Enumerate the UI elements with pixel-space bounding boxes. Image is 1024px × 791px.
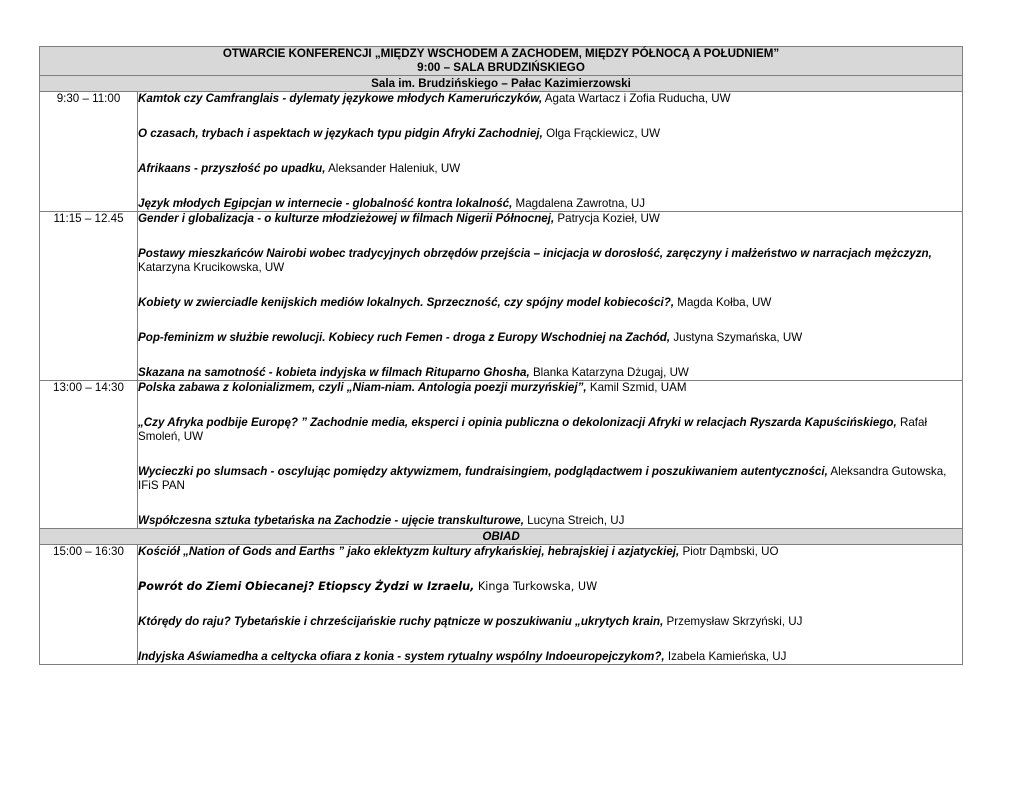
talk-speakers: Izabela Kamieńska, UJ xyxy=(664,650,787,663)
talk-speakers: Agata Wartacz i Zofia Ruducha, UW xyxy=(542,92,731,105)
talk-title: Powrót do Ziemi Obiecanej? Etiopscy Żydzi w Izraelu, xyxy=(138,580,475,593)
talk-item xyxy=(138,197,962,211)
venue-row xyxy=(40,76,963,92)
lunch-label: OBIAD xyxy=(40,529,963,545)
lunch-row xyxy=(40,529,963,545)
talk-item xyxy=(138,514,962,528)
talk-speakers: Rafał Smoleń, UW xyxy=(138,416,928,443)
conference-title-cell xyxy=(40,47,963,76)
talk-item xyxy=(138,366,962,380)
session-talks xyxy=(138,545,963,665)
talk-item xyxy=(138,331,962,345)
talk-title: Polska zabawa z kolonializmem, czyli „Niam-niam. Antologia poezji murzyńskiej”, xyxy=(138,381,587,394)
talk-title: Którędy do raju? Tybetańskie i chrześcijańskie ruchy pątnicze w poszukiwaniu „ukrytych krain, xyxy=(138,615,664,628)
session-talks xyxy=(138,212,963,381)
talk-title: Kamtok czy Camfranglais ‑ dylematy językowe młodych Kameruńczyków, xyxy=(138,92,543,105)
session-time: 9:30 – 11:00 xyxy=(40,92,138,212)
talk-title: Współczesna sztuka tybetańska na Zachodzie ‑ ujęcie transkulturowe, xyxy=(138,514,524,527)
talk-speakers: Lucyna Streich, UJ xyxy=(523,514,625,527)
talk-item xyxy=(138,212,962,226)
session-talks xyxy=(138,92,963,212)
talk-speakers: Aleksander Haleniuk, UW xyxy=(325,162,461,175)
session-time: 11:15 – 12.45 xyxy=(40,212,138,381)
talk-title: Skazana na samotność ‑ kobieta indyjska w filmach Rituparno Ghosha, xyxy=(138,366,530,379)
venue-label: Sala im. Brudzińskiego – Pałac Kazimierzowski xyxy=(40,76,963,92)
talk-title: Język młodych Egipcjan w internecie ‑ globalność kontra lokalność, xyxy=(138,197,513,210)
talk-speakers: Piotr Dąmbski, UO xyxy=(679,545,779,558)
talk-title: „Czy Afryka podbije Europę? ” Zachodnie media, eksperci i opinia publiczna o dekolonizacji Afryki w relacjach Ryszarda Kapuścińskiego, xyxy=(138,416,897,429)
talk-title: Gender i globalizacja ‑ o kulturze młodzieżowej w filmach Nigerii Północnej, xyxy=(138,212,555,225)
talk-item xyxy=(138,381,962,395)
conference-title: OTWARCIE KONFERENCJI „MIĘDZY WSCHODEM A ZACHODEM, MIĘDZY PÓŁNOCĄ A POŁUDNIEM” xyxy=(222,47,780,60)
talk-title: Afrikaans ‑ przyszłość po upadku, xyxy=(138,162,326,175)
session-time: 15:00 – 16:30 xyxy=(40,545,138,665)
session-row xyxy=(40,545,963,665)
talk-item xyxy=(138,296,962,310)
talk-item xyxy=(138,416,962,444)
talk-speakers: Magda Kołba, UW xyxy=(674,296,772,309)
talk-speakers: Kinga Turkowska, UW xyxy=(474,580,598,593)
talk-item xyxy=(138,465,962,493)
talk-title: Wycieczki po slumsach ‑ oscylując pomiędzy aktywizmem, fundraisingiem, podglądactwem i poszukiwaniem autentyczności, xyxy=(138,465,828,478)
talk-item xyxy=(138,92,962,106)
talk-speakers: Magdalena Zawrotna, UJ xyxy=(512,197,646,210)
talk-item xyxy=(138,127,962,141)
talk-title: Kościół „Nation of Gods and Earths ” jako eklektyzm kultury afrykańskiej, hebrajskiej i azjatyckiej, xyxy=(138,545,680,558)
talk-speakers: Patrycja Kozieł, UW xyxy=(554,212,660,225)
session-time: 13:00 – 14:30 xyxy=(40,381,138,529)
talk-item xyxy=(138,580,962,594)
talk-title: Pop-feminizm w służbie rewolucji. Kobiecy ruch Femen ‑ droga z Europy Wschodniej na Zachód, xyxy=(138,331,671,344)
talk-speakers: Blanka Katarzyna Dżugaj, UW xyxy=(529,366,689,379)
session-row xyxy=(40,92,963,212)
opening-time-room: 9:00 – SALA BRUDZIŃSKIEGO xyxy=(417,61,585,74)
talk-title: O czasach, trybach i aspektach w językach typu pidgin Afryki Zachodniej, xyxy=(138,127,543,140)
header-row xyxy=(40,47,963,76)
talk-speakers: Olga Frąckiewicz, UW xyxy=(542,127,661,140)
session-row xyxy=(40,381,963,529)
talk-speakers: Kamil Szmid, UAM xyxy=(586,381,687,394)
talk-item xyxy=(138,615,962,629)
talk-speakers: Aleksandra Gutowska, IFiS PAN xyxy=(138,465,947,492)
talk-item xyxy=(138,545,962,559)
talk-title: Kobiety w zwierciadle kenijskich mediów lokalnych. Sprzeczność, czy spójny model kobiecości?, xyxy=(138,296,675,309)
talk-speakers: Justyna Szymańska, UW xyxy=(670,331,803,344)
talk-title: Indyjska Aświamedha a celtycka ofiara z konia ‑ system rytualny wspólny Indoeuropejczykom?, xyxy=(138,650,665,663)
session-talks xyxy=(138,381,963,529)
talk-item xyxy=(138,650,962,664)
talk-item xyxy=(138,247,962,275)
talk-speakers: Przemysław Skrzyński, UJ xyxy=(663,615,803,628)
session-row xyxy=(40,212,963,381)
talk-speakers: Katarzyna Krucikowska, UW xyxy=(138,261,285,274)
conference-schedule-table xyxy=(39,46,963,665)
talk-title: Postawy mieszkańców Nairobi wobec tradycyjnych obrzędów przejścia – inicjacja w dorosłość, zaręczyny i małżeństwo w narracjach mężczyzn, xyxy=(138,247,932,260)
talk-item xyxy=(138,162,962,176)
